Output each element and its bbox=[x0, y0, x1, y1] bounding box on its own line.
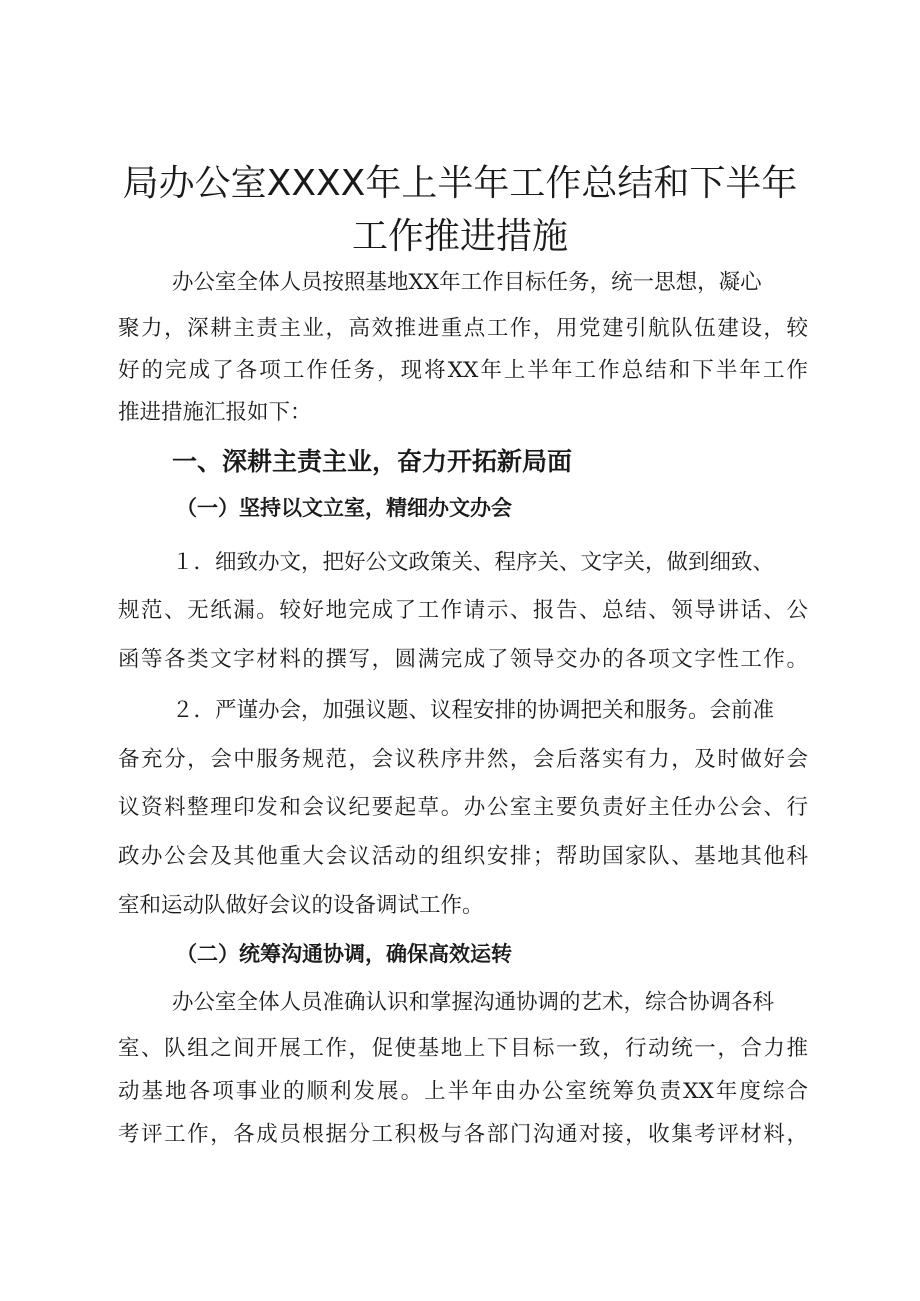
intro-line-3: 好的完成了各项工作任务，现将XX年上半年工作总结和下半年工作 bbox=[118, 358, 808, 383]
intro-line-2: 聚力，深耕主责主业，高效推进重点工作，用党建引航队伍建设，较 bbox=[118, 316, 808, 341]
item-2-line-4: 政办公会及其他重大会议活动的组织安排；帮助国家队、基地其他科 bbox=[118, 844, 808, 869]
subsection-heading-1: （一）坚持以文立室，精细办文办会 bbox=[176, 495, 512, 520]
item-1-line-3: 函等各类文字材料的撰写，圆满完成了领导交办的各项文字性工作。 bbox=[118, 647, 808, 672]
para-3-line-1: 办公室全体人员准确认识和掌握沟通协调的艺术，综合协调各科 bbox=[172, 990, 775, 1015]
intro-line-4: 推进措施汇报如下： bbox=[118, 400, 312, 425]
item-1-line-2: 规范、无纸漏。较好地完成了工作请示、报告、总结、领导讲话、公 bbox=[118, 598, 808, 623]
item-2-line-2: 备充分，会中服务规范，会议秩序井然，会后落实有力，及时做好会 bbox=[118, 747, 808, 772]
para-3-line-3: 动基地各项事业的顺利发展。上半年由办公室统筹负责XX年度综合 bbox=[118, 1079, 808, 1104]
item-2-line-1: ２．严谨办会，加强议题、议程安排的协调把关和服务。会前准 bbox=[172, 698, 775, 723]
para-3-line-4: 考评工作，各成员根据分工积极与各部门沟通对接，收集考评材料， bbox=[118, 1122, 808, 1147]
item-2-line-5: 室和运动队做好会议的设备调试工作。 bbox=[118, 893, 484, 918]
item-2-line-3: 议资料整理印发和会议纪要起草。办公室主要负责好主任办公会、行 bbox=[118, 795, 808, 820]
intro-line-1: 办公室全体人员按照基地XX年工作目标任务，统一思想，凝心 bbox=[172, 270, 762, 295]
para-3-line-2: 室、队组之间开展工作，促使基地上下目标一致，行动统一，合力推 bbox=[118, 1036, 808, 1061]
subsection-heading-2: （二）统筹沟通协调，确保高效运转 bbox=[176, 941, 512, 966]
item-1-line-1: １．细致办文，把好公文政策关、程序关、文字关，做到细致、 bbox=[172, 550, 775, 575]
section-heading-1: 一、深耕主责主业，奋力开拓新局面 bbox=[172, 447, 573, 476]
document-title-line-1: 局办公室XXXX年上半年工作总结和下半年 bbox=[122, 163, 798, 204]
document-title-line-2: 工作推进措施 bbox=[351, 216, 568, 257]
